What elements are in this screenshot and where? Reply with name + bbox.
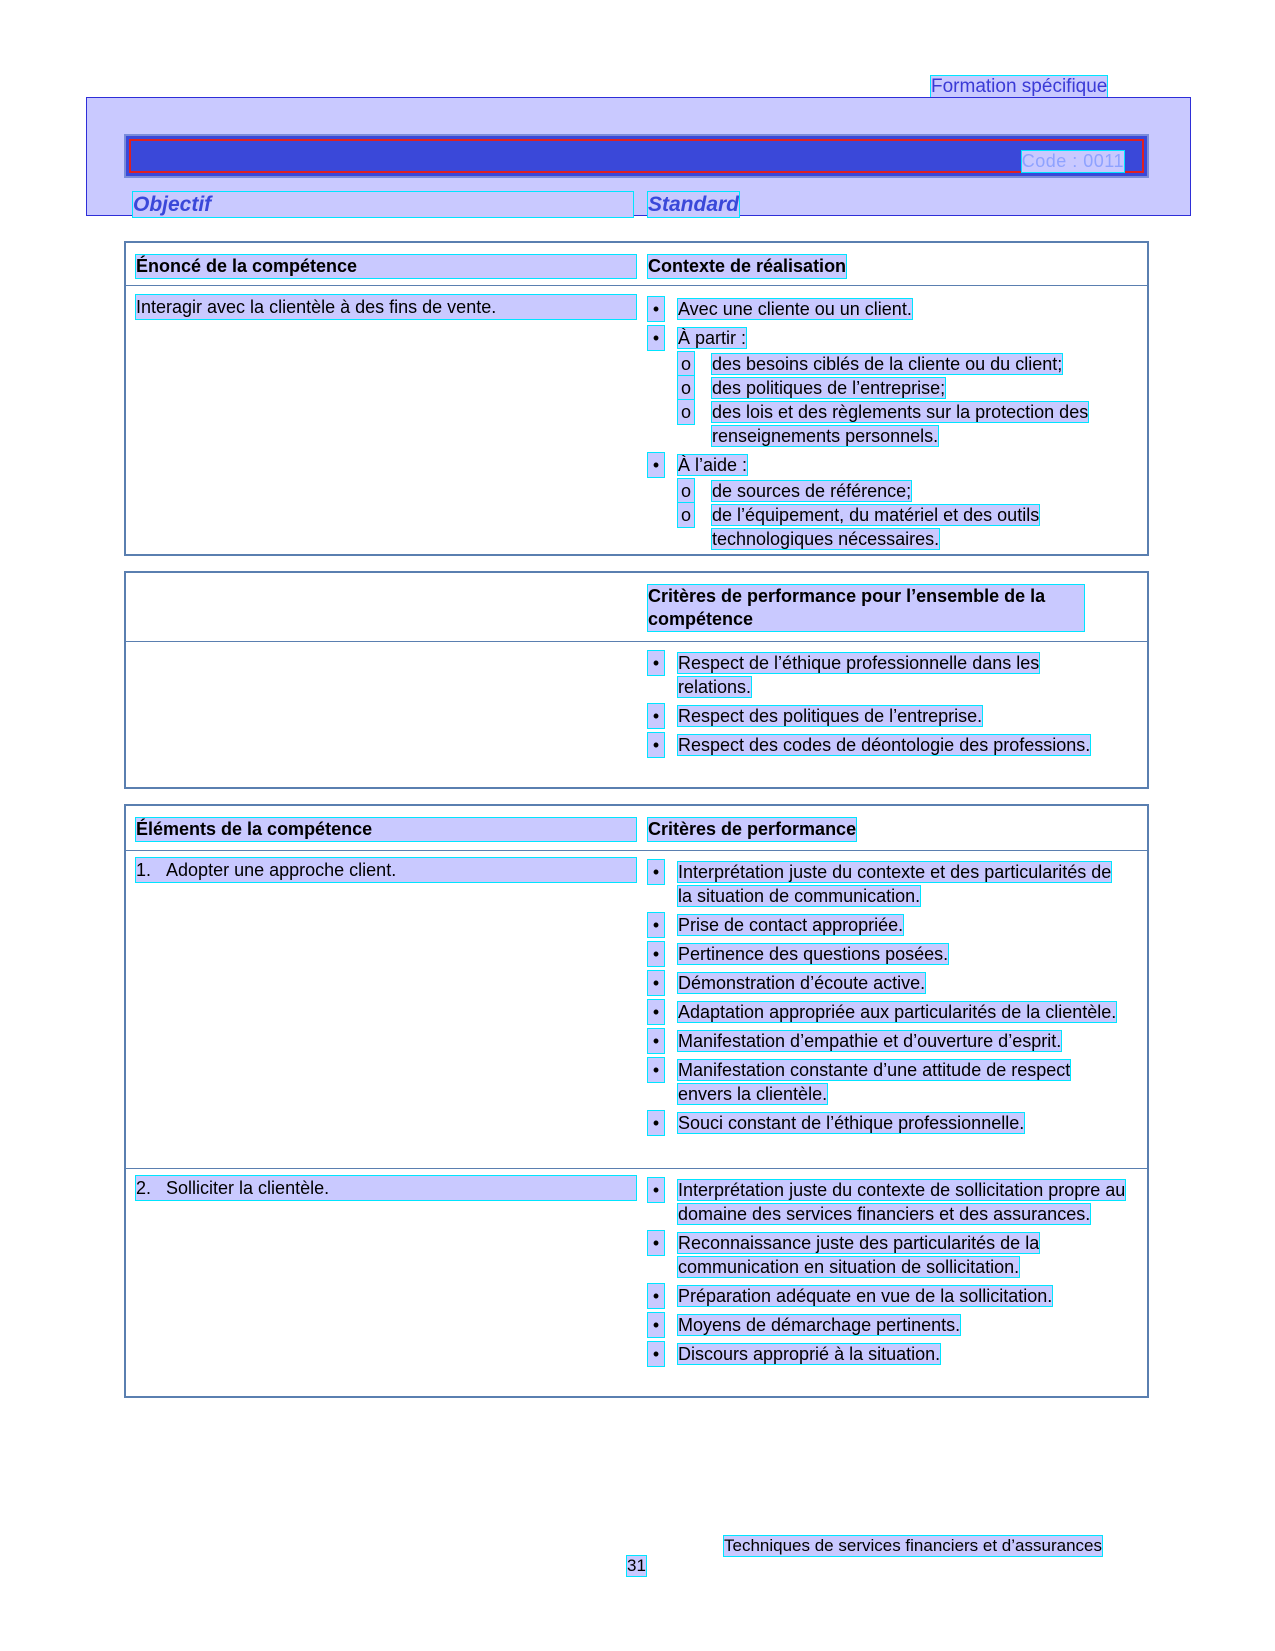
performance-criterion xyxy=(648,971,1128,995)
contexte-item-text: À l’aide : xyxy=(678,455,748,475)
performance-criterion-text: Préparation adéquate en vue de la sollicitation. xyxy=(678,1286,1053,1306)
element-1-label xyxy=(136,858,636,882)
bullet-marker: • xyxy=(648,1284,664,1308)
performance-criterion-text: Manifestation constante d’une attitude de respect envers la clientèle. xyxy=(678,1060,1071,1104)
global-criteria-table xyxy=(124,571,1149,789)
performance-criterion xyxy=(648,1342,1128,1366)
performance-criterion xyxy=(648,860,1128,908)
performance-criterion-text: Reconnaissance juste des particularités de la communication en situation de sollicitation. xyxy=(678,1233,1040,1277)
element-2-text: Solliciter la clientèle. xyxy=(166,1178,330,1198)
performance-criterion-text: Interprétation juste du contexte de sollicitation propre au domaine des services financiers et des assurances. xyxy=(678,1180,1126,1224)
contexte-item xyxy=(648,453,1128,551)
enonce-title: Énoncé de la compétence xyxy=(136,255,636,278)
contexte-subitem-text: de sources de référence; xyxy=(712,481,912,501)
sub-bullet-marker: o xyxy=(678,352,694,376)
competence-context-table xyxy=(124,241,1149,556)
performance-criterion-text: Souci constant de l’éthique professionnelle. xyxy=(678,1113,1025,1133)
elements-title: Éléments de la compétence xyxy=(136,818,636,841)
code-label xyxy=(1022,151,1124,172)
contexte-subitem xyxy=(678,352,1128,376)
standard-heading: Standard xyxy=(648,193,740,216)
row-divider xyxy=(126,641,1147,642)
bullet-marker: • xyxy=(648,1178,664,1202)
code-prefix: Code : xyxy=(1021,151,1078,171)
performance-criterion-text: Discours approprié à la situation. xyxy=(678,1344,941,1364)
performance-criterion xyxy=(648,1231,1128,1279)
global-criterion-text: Respect des codes de déontologie des professions. xyxy=(678,735,1091,755)
element-1-text: Adopter une approche client. xyxy=(166,860,397,880)
performance-criterion xyxy=(648,1000,1128,1024)
element-2-number: 2. xyxy=(136,1178,152,1198)
objectif-heading: Objectif xyxy=(133,192,633,217)
global-criterion xyxy=(648,704,1093,728)
sub-bullet-marker: o xyxy=(678,400,694,424)
contexte-item-text: À partir : xyxy=(678,328,747,348)
contexte-sublist xyxy=(678,479,1128,551)
page-number: 31 xyxy=(627,1556,646,1575)
performance-criterion-text: Prise de contact appropriée. xyxy=(678,915,904,935)
performance-criterion xyxy=(648,1111,1128,1135)
elements-table xyxy=(124,804,1149,1398)
performance-criterion-text: Manifestation d’empathie et d’ouverture d’esprit. xyxy=(678,1031,1062,1051)
code-bar xyxy=(124,134,1149,178)
bullet-marker: • xyxy=(648,1058,664,1082)
contexte-subitem xyxy=(678,503,1128,551)
bullet-marker: • xyxy=(648,1231,664,1255)
sub-bullet-marker: o xyxy=(678,503,694,527)
performance-criterion xyxy=(648,1313,1128,1337)
performance-criterion xyxy=(648,1029,1128,1053)
contexte-item xyxy=(648,326,1128,448)
contexte-item xyxy=(648,297,1128,321)
sub-bullet-marker: o xyxy=(678,376,694,400)
bullet-marker: • xyxy=(648,326,664,350)
bullet-marker: • xyxy=(648,942,664,966)
global-criterion xyxy=(648,651,1093,699)
global-criteria-list xyxy=(648,651,1093,762)
performance-criterion xyxy=(648,913,1128,937)
performance-criterion xyxy=(648,942,1128,966)
enonce-text: Interagir avec la clientèle à des fins de vente. xyxy=(136,295,636,319)
contexte-subitem-text: des besoins ciblés de la cliente ou du client; xyxy=(712,354,1063,374)
global-criteria-title: Critères de performance pour l’ensemble de la compétence xyxy=(648,585,1084,631)
performance-criterion xyxy=(648,1284,1128,1308)
bullet-marker: • xyxy=(648,651,664,675)
global-criterion xyxy=(648,733,1093,757)
contexte-item-text: Avec une cliente ou un client. xyxy=(678,299,912,319)
row-divider xyxy=(126,850,1147,851)
performance-criterion-text: Démonstration d’écoute active. xyxy=(678,973,926,993)
contexte-subitem-text: des lois et des règlements sur la protection des renseignements personnels. xyxy=(712,402,1089,446)
bullet-marker: • xyxy=(648,971,664,995)
row-divider xyxy=(126,285,1147,286)
contexte-subitem-text: des politiques de l’entreprise; xyxy=(712,378,946,398)
performance-criterion-text: Moyens de démarchage pertinents. xyxy=(678,1315,961,1335)
contexte-subitem xyxy=(678,479,1128,503)
element-2-criteria xyxy=(648,1178,1128,1371)
contexte-sublist xyxy=(678,352,1128,448)
global-criterion-text: Respect de l’éthique professionnelle dans les relations. xyxy=(678,653,1040,697)
performance-criterion xyxy=(648,1178,1128,1226)
performance-title: Critères de performance xyxy=(648,819,857,839)
contexte-title: Contexte de réalisation xyxy=(648,256,847,276)
contexte-subitem xyxy=(678,400,1128,448)
bullet-marker: • xyxy=(648,860,664,884)
running-header: Formation spécifique xyxy=(931,76,1108,97)
bullet-marker: • xyxy=(648,1029,664,1053)
bullet-marker: • xyxy=(648,733,664,757)
global-criterion-text: Respect des politiques de l’entreprise. xyxy=(678,706,983,726)
bullet-marker: • xyxy=(648,913,664,937)
bullet-marker: • xyxy=(648,1313,664,1337)
contexte-list xyxy=(648,297,1128,556)
bullet-marker: • xyxy=(648,453,664,477)
contexte-subitem-text: de l’équipement, du matériel et des outils technologiques nécessaires. xyxy=(712,505,1040,549)
code-value: 0011 xyxy=(1083,151,1124,171)
element-1-criteria xyxy=(648,860,1128,1140)
sub-bullet-marker: o xyxy=(678,479,694,503)
bullet-marker: • xyxy=(648,1342,664,1366)
bullet-marker: • xyxy=(648,1000,664,1024)
performance-criterion xyxy=(648,1058,1128,1106)
performance-criterion-text: Interprétation juste du contexte et des particularités de la situation de communication. xyxy=(678,862,1112,906)
bullet-marker: • xyxy=(648,1111,664,1135)
running-footer: Techniques de services financiers et d’assurances xyxy=(724,1536,1102,1555)
element-2-label xyxy=(136,1176,636,1200)
row-divider xyxy=(126,1168,1147,1169)
performance-criterion-text: Pertinence des questions posées. xyxy=(678,944,949,964)
performance-criterion-text: Adaptation appropriée aux particularités de la clientèle. xyxy=(678,1002,1117,1022)
contexte-subitem xyxy=(678,376,1128,400)
bullet-marker: • xyxy=(648,297,664,321)
element-1-number: 1. xyxy=(136,860,152,880)
bullet-marker: • xyxy=(648,704,664,728)
